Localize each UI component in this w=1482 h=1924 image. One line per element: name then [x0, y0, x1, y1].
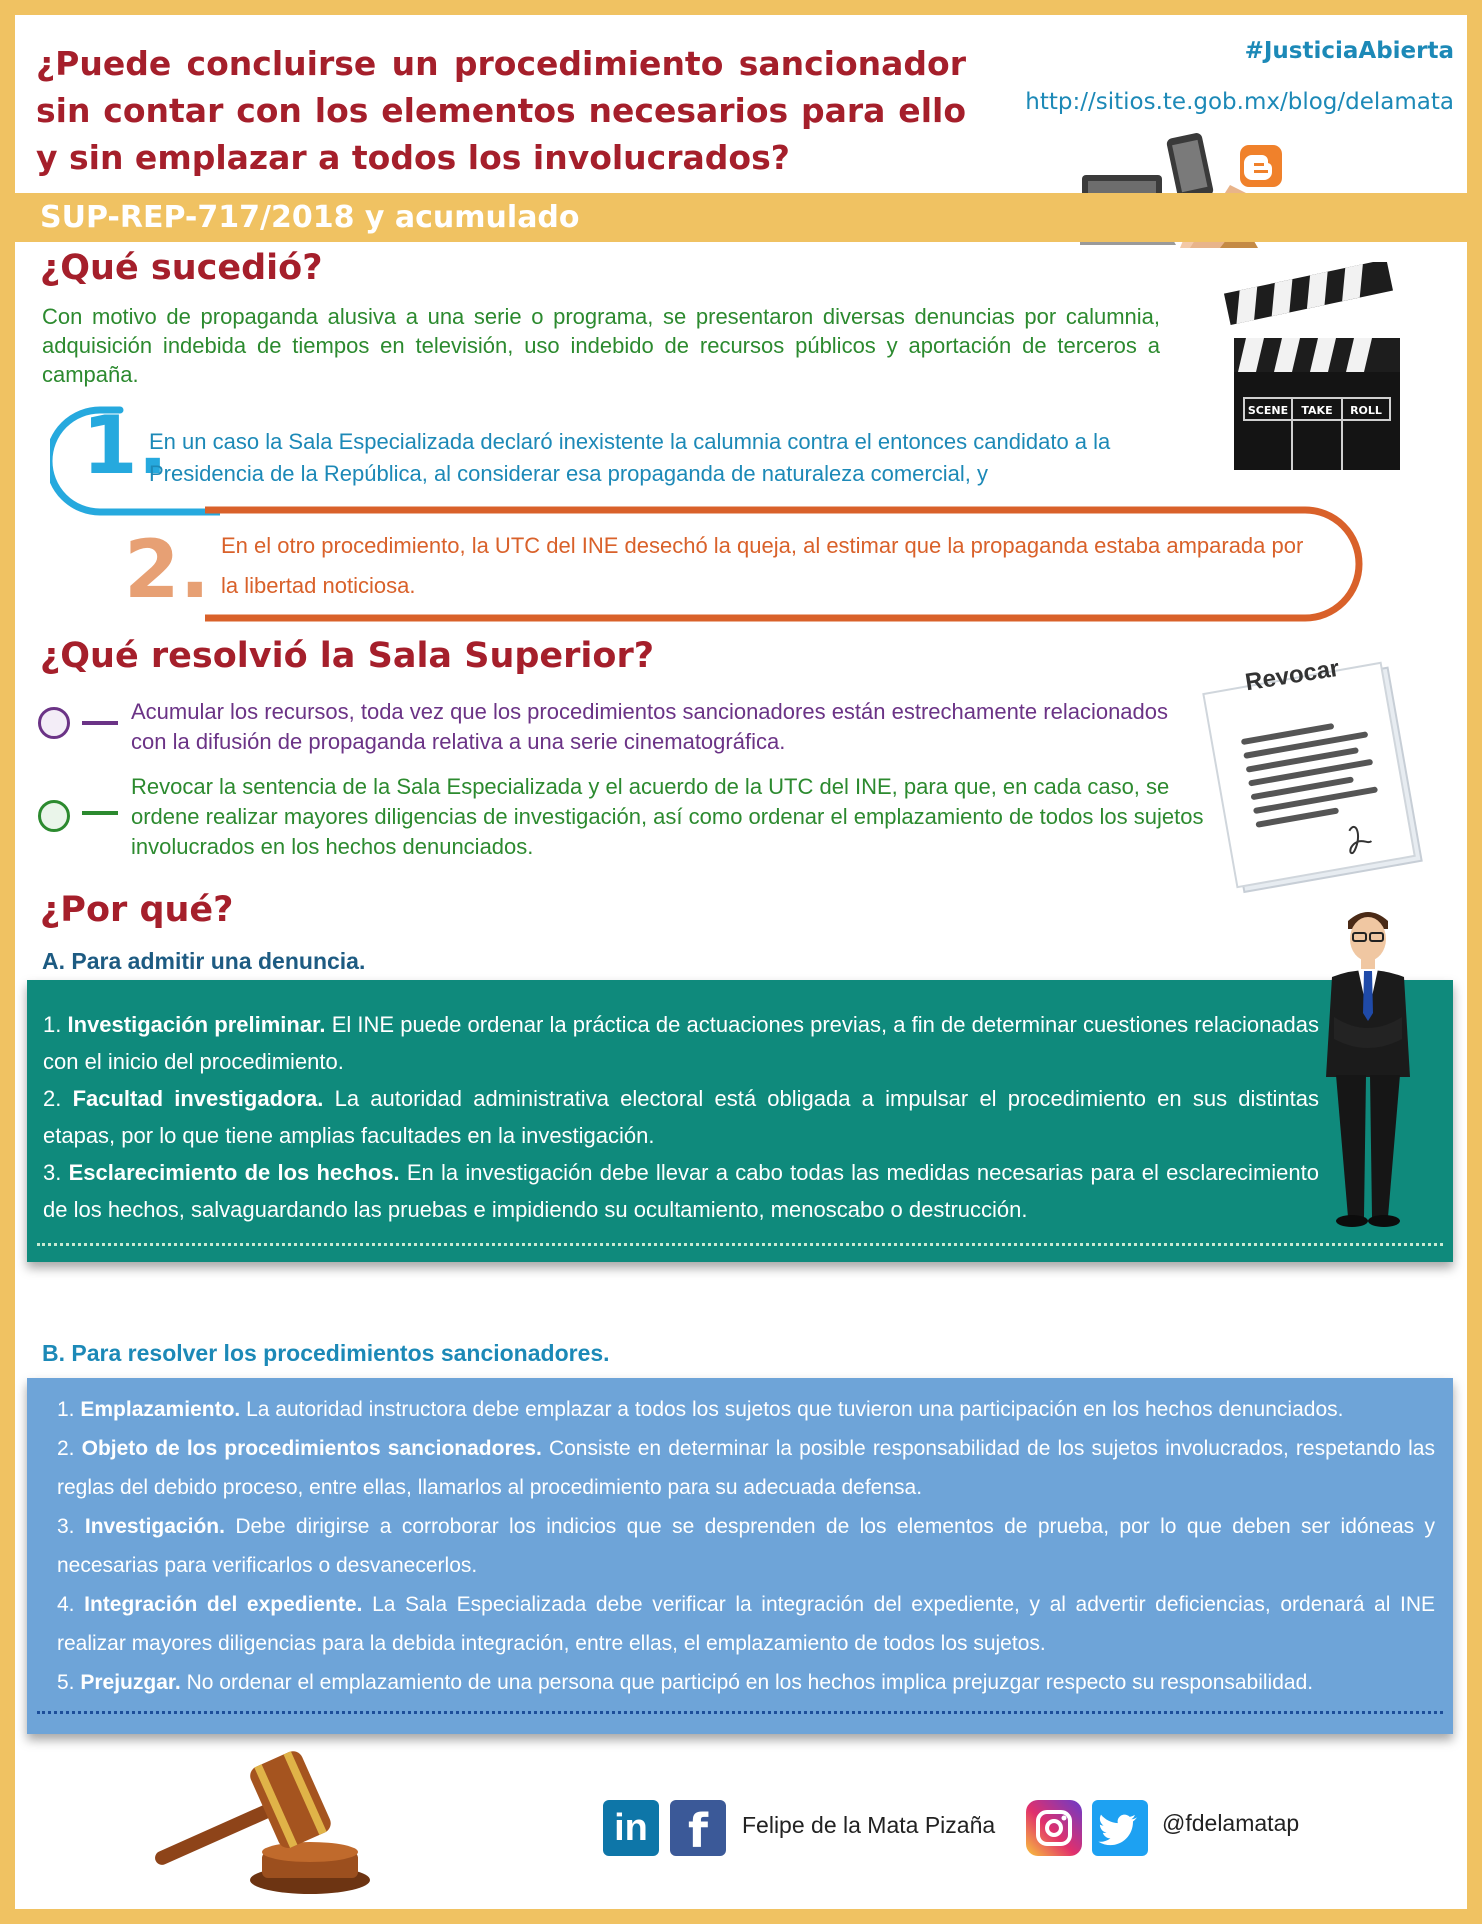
- clapper-take-label: TAKE: [1301, 404, 1333, 417]
- section-b-item-1: 1. Emplazamiento. La autoridad instructora debe emplazar a todos los sujetos que tuvieron una participación en los hechos denunciados.: [57, 1398, 1344, 1421]
- heading-que-resolvio: ¿Qué resolvió la Sala Superior?: [40, 636, 655, 676]
- clapperboard-icon: [1224, 262, 1404, 474]
- purple-dash: [82, 721, 118, 725]
- section-b-dotted-divider: [37, 1711, 1443, 1714]
- section-a-title: A. Para admitir una denuncia.: [42, 948, 366, 974]
- instagram-icon[interactable]: [1026, 1800, 1082, 1856]
- intro-text: Con motivo de propaganda alusiva a una serie o programa, se presentaron diversas denuncias por calumnia, adquisición indebida de tiempos en televisión, uso indebido de recursos públicos y aportación de terceros a campaña.: [42, 304, 1160, 387]
- section-a-item-2: 2. Facultad investigadora. La autoridad administrativa electoral está obligada a impulsar el procedimiento en sus distintas etapas, por lo que tiene amplias facultades en la investigación.: [43, 1086, 1319, 1148]
- section-b-item-3: 3. Investigación. Debe dirigirse a corroborar los indicios que se desprenden de los elementos de prueba, por lo que deben ser idóneas y necesarias para verificarlos o desvanecerlos.: [57, 1515, 1435, 1577]
- gavel-icon: [140, 1740, 380, 1900]
- section-a-dotted-divider: [37, 1243, 1443, 1246]
- section-a-item-1: 1. Investigación preliminar. El INE puede ordenar la práctica de actuaciones previas, a fin de determinar cuestiones relacionadas con el inicio del procedimiento.: [43, 1012, 1320, 1074]
- businessman-illustration-icon: [1318, 905, 1418, 1230]
- heading-que-sucedio: ¿Qué sucedió?: [40, 248, 323, 288]
- facebook-icon[interactable]: f: [670, 1800, 726, 1856]
- case-number: SUP-REP-717/2018 y acumulado: [40, 200, 580, 235]
- section-a-item-3: 3. Esclarecimiento de los hechos. En la investigación debe llevar a cabo todas las medidas necesarias para el esclarecimiento de los hechos, salvaguardando las pruebas e impidiendo su ocultamiento, menoscabo o destrucción.: [43, 1160, 1319, 1222]
- purple-bullet-icon: [38, 707, 70, 739]
- item-2-number: 2.: [124, 523, 211, 616]
- heading-por-que: ¿Por qué?: [40, 890, 234, 930]
- revocar-label: Revocar: [1243, 654, 1342, 697]
- clapper-scene-label: SCENE: [1247, 404, 1289, 417]
- hashtag-link[interactable]: #JusticiaAbierta: [1244, 38, 1454, 64]
- item-1-text: En un caso la Sala Especializada declaró inexistente la calumnia contra el entonces candidato a la Presidencia de la República, al considerar esa propaganda de naturaleza comercial, y: [149, 429, 1111, 486]
- author-name: Felipe de la Mata Pizaña: [742, 1812, 996, 1838]
- section-b-item-4: 4. Integración del expediente. La Sala Especializada debe verificar la integración del expediente, y al advertir deficiencias, ordenará al INE realizar mayores diligencias para la debida integración, entre ellas, el emplazamiento de todos los sujetos.: [57, 1593, 1436, 1655]
- section-a-box: [27, 980, 1453, 1262]
- section-b-item-5: 5. Prejuzgar. No ordenar el emplazamiento de una persona que participó en los hechos implica prejuzgar respecto su responsabilidad.: [57, 1671, 1314, 1694]
- section-b-item-2: 2. Objeto de los procedimientos sancionadores. Consiste en determinar la posible responsabilidad de los sujetos involucrados, respetando las reglas del debido proceso, entre ellas, llamarlos al procedimiento para su adecuada defensa.: [57, 1437, 1435, 1499]
- page-title: ¿Puede concluirse un procedimiento sancionador sin contar con los elementos necesarios para ello y sin emplazar a todos los involucrados?: [36, 44, 966, 177]
- item-2-text: En el otro procedimiento, la UTC del INE desechó la queja, al estimar que la propaganda estaba amparada por la libertad noticiosa.: [221, 533, 1304, 598]
- revocar-document-icon: [1200, 660, 1430, 900]
- resolvio-item-1: Acumular los recursos, toda vez que los procedimientos sancionadores están estrechamente relacionados con la difusión de propaganda relativa a una serie cinematográfica.: [131, 699, 1169, 754]
- clapper-roll-label: ROLL: [1350, 404, 1382, 417]
- green-bullet-icon: [38, 800, 70, 832]
- twitter-icon[interactable]: [1092, 1800, 1148, 1856]
- resolvio-item-2: Revocar la sentencia de la Sala Especializada y el acuerdo de la UTC del INE, para que, en cada caso, se ordene realizar mayores diligencias de investigación, así como ordenar el emplazamiento de todos los sujetos involucrados en los hechos denunciados.: [131, 774, 1204, 859]
- section-b-text: [57, 1390, 1435, 1702]
- linkedin-icon[interactable]: in: [603, 1800, 659, 1856]
- blog-url-link[interactable]: http://sitios.te.gob.mx/blog/delamata: [1025, 89, 1454, 115]
- item-1-number: 1.: [82, 399, 169, 492]
- section-a-text: [43, 1006, 1319, 1228]
- social-handle: @fdelamatap: [1162, 1810, 1300, 1836]
- green-dash: [82, 811, 118, 815]
- section-b-box: [27, 1378, 1453, 1734]
- section-b-title: B. Para resolver los procedimientos sancionadores.: [42, 1340, 610, 1366]
